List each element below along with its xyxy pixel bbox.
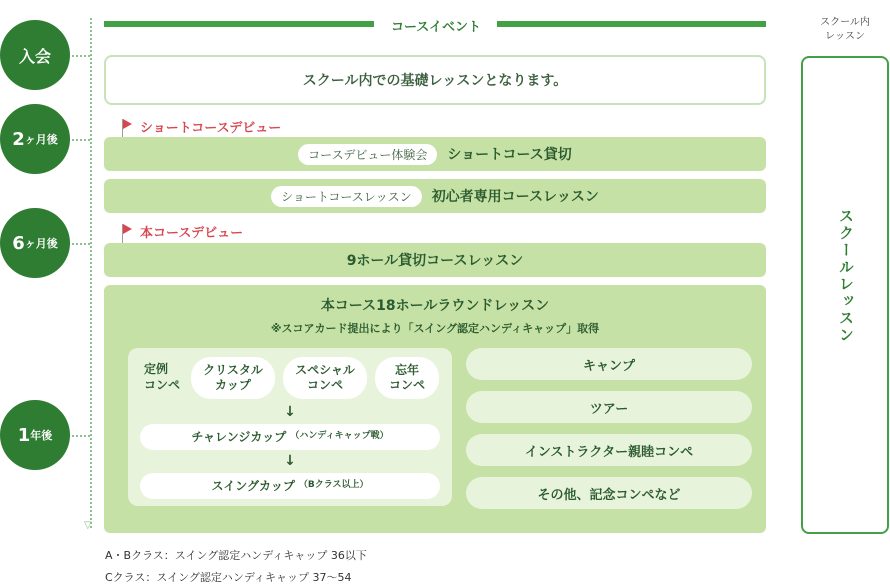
instructor-compe-pill: インストラクター親睦コンペ (466, 434, 752, 466)
header-bar-right (497, 21, 766, 27)
header-bar-left (104, 21, 374, 27)
short-course-charter-text: ショートコース貸切 (447, 147, 572, 163)
crystal-cup-pill: クリスタル カップ (191, 357, 275, 399)
milestone-1-year (0, 400, 70, 470)
course-event-header: コースイベント (390, 20, 482, 35)
milestone-2-unit: ヶ月後 (24, 133, 58, 146)
note-ab-class: A・Bクラス：スイング認定ハンディキャップ 36以下 (105, 549, 367, 562)
main-course-debut-label: 本コースデビュー (140, 226, 244, 241)
milestone-6-num: 6 (12, 232, 25, 254)
connector-1y (72, 435, 90, 437)
connector-6m (72, 243, 90, 245)
swing-cup-sub: （Bクラス以上） (298, 480, 369, 491)
milestone-2-num: 2 (12, 128, 25, 150)
milestone-join-label: 入会 (18, 46, 51, 66)
milestone-6-months (0, 208, 70, 278)
challenge-cup-text: チャレンジカップ (191, 429, 287, 444)
arrow-down-icon: ↓ (284, 404, 296, 420)
competition-panel (128, 348, 452, 506)
short-course-band-1 (104, 137, 766, 171)
nine-hole-text: 9ホール貸切コースレッスン (346, 253, 524, 269)
debut-trial-pill: コースデビュー体験会 (298, 144, 437, 165)
timeline-end-arrow: ▽ (84, 520, 92, 531)
regular-compe-label: 定例 コンペ (144, 362, 181, 392)
beginner-lesson-text: 初心者専用コースレッスン (431, 189, 599, 205)
swing-cup-pill (140, 473, 440, 499)
timeline-line (90, 18, 92, 528)
milestone-1y-unit: 年後 (30, 429, 53, 442)
milestone-1y-num: 1 (17, 424, 31, 446)
special-compe-pill: スペシャル コンペ (283, 357, 367, 399)
flag-icon-2 (123, 224, 132, 234)
basic-lesson-text: スクール内での基礎レッスンとなります。 (302, 73, 568, 89)
round-lesson-title: 本コース18ホールラウンドレッスン (320, 298, 550, 314)
camp-pill: キャンプ (466, 348, 752, 380)
milestone-join (0, 20, 70, 90)
flag-icon (123, 119, 132, 129)
milestone-2-months (0, 104, 70, 174)
bonen-compe-pill: 忘年 コンペ (375, 357, 439, 399)
challenge-cup-sub: （ハンディキャップ戦） (290, 431, 389, 442)
school-lesson-box (801, 56, 889, 534)
round-lesson-subtitle: ※スコアカード提出により「スイング認定ハンディキャップ」取得 (270, 322, 600, 335)
short-course-debut-label: ショートコースデビュー (140, 121, 282, 136)
school-lesson-header: スクール内 レッスン (820, 17, 870, 42)
nine-hole-band (104, 243, 766, 277)
arrow-down-icon-2: ↓ (284, 453, 296, 469)
challenge-cup-pill (140, 424, 440, 450)
swing-cup-text: スイングカップ (211, 478, 295, 493)
other-compe-pill: その他、記念コンペなど (466, 477, 752, 509)
connector-2m (72, 139, 90, 141)
basic-lesson-box (104, 55, 766, 105)
tour-pill: ツアー (466, 391, 752, 423)
connector-join (72, 55, 90, 57)
milestone-6-unit: ヶ月後 (24, 237, 58, 250)
note-c-class: Cクラス：スイング認定ハンディキャップ 37〜54 (105, 571, 352, 584)
short-course-band-2 (104, 179, 766, 213)
short-course-lesson-pill: ショートコースレッスン (271, 186, 422, 207)
school-lesson-vertical-label: スクールレッスン (837, 208, 855, 344)
